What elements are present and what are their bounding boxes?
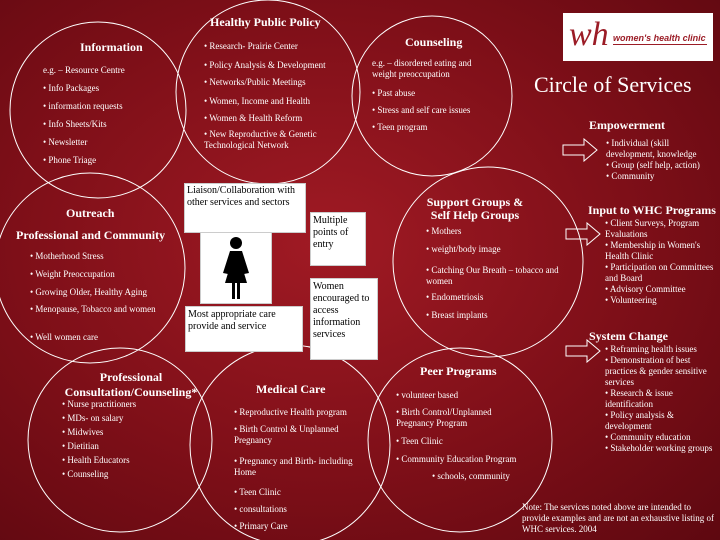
counseling-item: • Teen program bbox=[372, 122, 428, 132]
system-change-arrow bbox=[565, 339, 601, 363]
input-item: • Volunteering bbox=[605, 295, 657, 305]
medical-title: Medical Care bbox=[256, 382, 326, 396]
system-change-list bbox=[605, 344, 717, 454]
policy-item: • Women, Income and Health bbox=[204, 96, 310, 106]
outreach-subtitle: Professional and Community bbox=[16, 228, 166, 242]
support-item: • Endometriosis bbox=[426, 292, 484, 302]
system-change-item: • Research & issue identification bbox=[605, 388, 673, 409]
policy-item: • Research- Prairie Center bbox=[204, 41, 298, 51]
empowerment-arrow bbox=[562, 138, 598, 162]
peer-item: • Community Education Program bbox=[396, 454, 517, 464]
outreach-item: • Weight Preoccupation bbox=[30, 269, 115, 279]
information-item: • information requests bbox=[43, 101, 123, 111]
support-title: Support Groups & Self Help Groups bbox=[426, 195, 524, 222]
support-item: • weight/body image bbox=[426, 244, 501, 254]
support-item: • Mothers bbox=[426, 226, 462, 236]
professional-title: Professional Consultation/Counseling* bbox=[64, 370, 198, 399]
empowerment-list bbox=[606, 138, 718, 182]
input-item: • Participation on Committees and Board bbox=[605, 262, 714, 283]
information-item: e.g. – Resource Centre bbox=[43, 65, 125, 75]
system-change-item: • Policy analysis & development bbox=[605, 410, 674, 431]
policy-item: • Women & Health Reform bbox=[204, 113, 303, 123]
medical-item: • Teen Clinic bbox=[234, 487, 281, 497]
support-item: • Catching Our Breath – tobacco and women bbox=[426, 265, 559, 286]
professional-item: • Health Educators bbox=[62, 455, 130, 465]
medical-item: • Pregnancy and Birth- including Home bbox=[234, 456, 353, 477]
outreach-item: • Well women care bbox=[30, 332, 98, 342]
information-item: • Newsletter bbox=[43, 137, 88, 147]
input-item: • Advisory Committee bbox=[605, 284, 686, 294]
professional-item: • Counseling bbox=[62, 469, 109, 479]
information-title: Information bbox=[80, 40, 143, 54]
professional-item: • Dietitian bbox=[62, 441, 99, 451]
support-item: • Breast implants bbox=[426, 310, 488, 320]
peer-item: • volunteer based bbox=[396, 390, 459, 400]
counseling-item: • Stress and self care issues bbox=[372, 105, 471, 115]
policy-list bbox=[204, 40, 354, 151]
woman-icon bbox=[201, 233, 271, 303]
professional-item: • Nurse practitioners bbox=[62, 399, 137, 409]
outreach-item: • Menopause, Tobacco and women bbox=[30, 304, 156, 314]
medical-list bbox=[234, 406, 369, 532]
counseling-item: • Past abuse bbox=[372, 88, 416, 98]
liaison-box: Liaison/Collaboration with other services and sectors bbox=[184, 183, 306, 233]
professional-item: • Midwives bbox=[62, 427, 104, 437]
professional-list bbox=[62, 398, 172, 480]
outreach-list bbox=[30, 250, 170, 343]
policy-item: • Policy Analysis & Development bbox=[204, 60, 326, 70]
information-list bbox=[43, 64, 125, 172]
system-change-item: • Demonstration of best practices & gender sensitive services bbox=[605, 355, 707, 387]
system-change-item: • Reframing health issues bbox=[605, 344, 697, 354]
outreach-item: • Growing Older, Healthy Aging bbox=[30, 287, 148, 297]
womens-health-clinic-logo bbox=[563, 13, 713, 61]
policy-item: • Networks/Public Meetings bbox=[204, 77, 306, 87]
medical-item: • consultations bbox=[234, 504, 287, 514]
counseling-title: Counseling bbox=[405, 35, 463, 49]
multiple-entry-box: Multiple points of entry bbox=[310, 212, 366, 266]
support-list bbox=[426, 225, 564, 321]
outreach-title: Outreach bbox=[66, 206, 115, 220]
peer-title: Peer Programs bbox=[420, 364, 497, 378]
peer-item: • Birth Control/Unplanned Pregnancy Program bbox=[396, 407, 492, 428]
peer-item: • Teen Clinic bbox=[396, 436, 443, 446]
input-item: • Client Surveys, Program Evaluations bbox=[605, 218, 700, 239]
information-item: • Info Packages bbox=[43, 83, 100, 93]
medical-item: • Primary Care bbox=[234, 521, 288, 531]
system-change-item: • Stakeholder working groups bbox=[605, 443, 713, 453]
medical-item: • Birth Control & Unplanned Pregnancy bbox=[234, 424, 339, 445]
empowerment-item: • Group (self help, action) bbox=[606, 160, 700, 170]
counseling-list bbox=[372, 58, 497, 133]
empowerment-item: • Individual (skill development, knowledge bbox=[606, 138, 697, 159]
policy-item: • New Reproductive & Genetic Technological Network bbox=[204, 129, 317, 150]
footnote: Note: The services noted above are intended to provide examples and are not an exhaustive listing of WHC services. 2004 bbox=[522, 502, 714, 534]
woman-figure-box bbox=[200, 232, 272, 304]
most-appropriate-box: Most appropriate care provide and service bbox=[185, 306, 303, 352]
policy-title: Healthy Public Policy bbox=[210, 15, 321, 29]
medical-item: • Reproductive Health program bbox=[234, 407, 347, 417]
input-arrow bbox=[565, 222, 601, 246]
circle-of-services-title: Circle of Services bbox=[534, 72, 692, 97]
input-list bbox=[605, 218, 717, 306]
logo-text: women's health clinic bbox=[613, 33, 706, 43]
input-item: • Membership in Women's Health Clinic bbox=[605, 240, 701, 261]
logo-mark: wh bbox=[569, 16, 609, 53]
information-item: • Phone Triage bbox=[43, 155, 97, 165]
empowerment-item: • Community bbox=[606, 171, 655, 181]
empowerment-title: Empowerment bbox=[589, 118, 665, 132]
outreach-item: • Motherhood Stress bbox=[30, 251, 104, 261]
system-change-title: System Change bbox=[589, 329, 669, 343]
information-item: • Info Sheets/Kits bbox=[43, 119, 107, 129]
women-encouraged-box: Women encouraged to access information services bbox=[310, 278, 378, 360]
professional-item: • MDs- on salary bbox=[62, 413, 124, 423]
input-title: Input to WHC Programs bbox=[588, 203, 716, 217]
peer-list bbox=[396, 389, 531, 482]
peer-item: • schools, community bbox=[432, 471, 510, 481]
logo-underline bbox=[613, 44, 707, 45]
counseling-item: e.g. – disordered eating and weight preoccupation bbox=[372, 58, 472, 79]
system-change-item: • Community education bbox=[605, 432, 691, 442]
